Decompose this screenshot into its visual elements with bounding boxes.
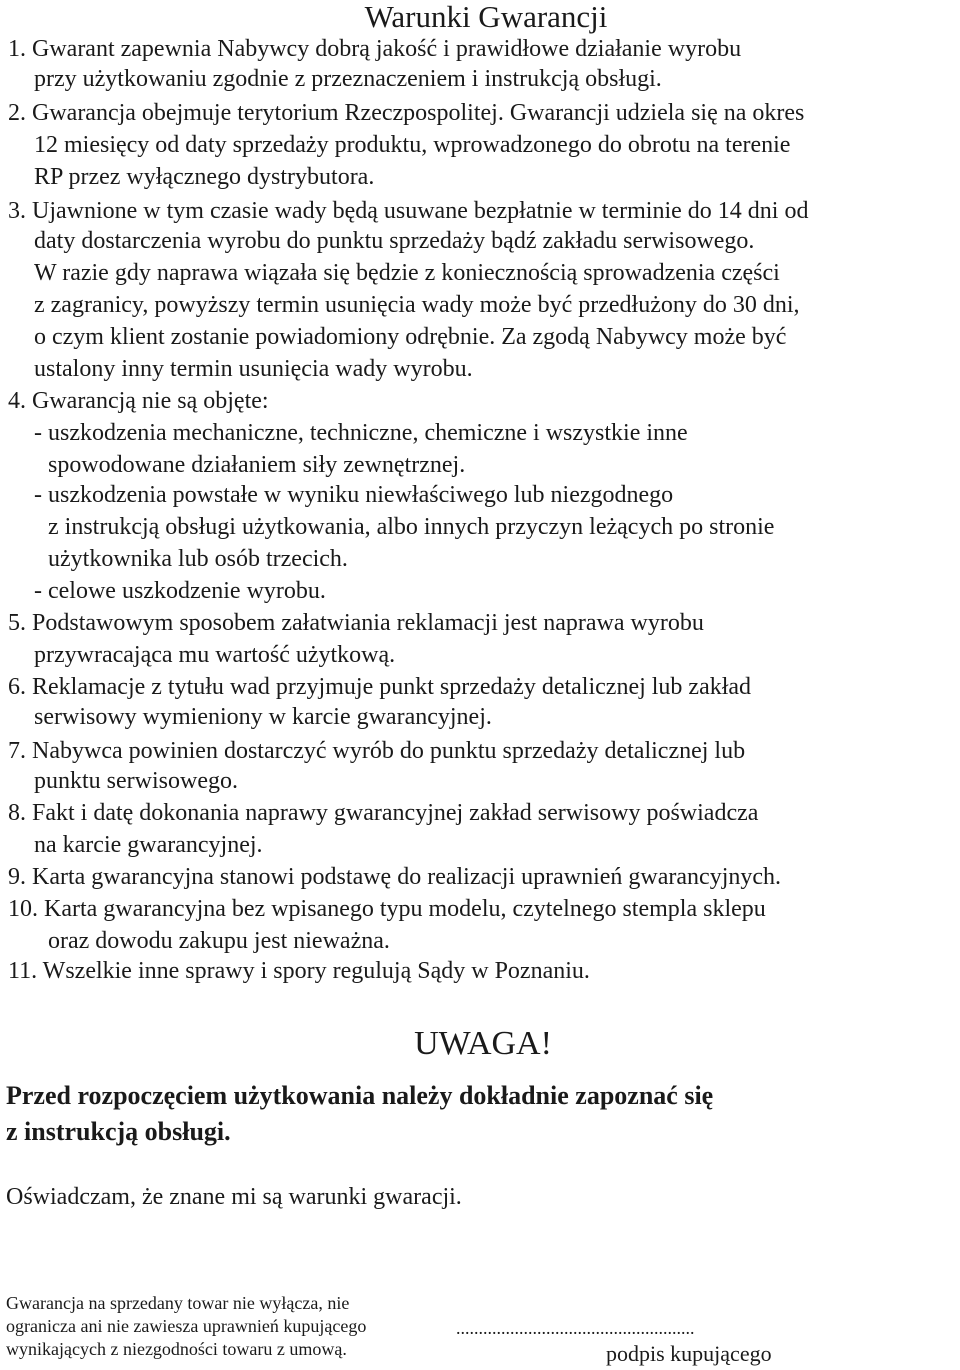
term-line: punktu serwisowego. — [34, 768, 238, 794]
term-line: 10. Karta gwarancyjna bez wpisanego typu modelu, czytelnego stempla sklepu — [8, 896, 766, 922]
term-line: ustalony inny termin usunięcia wady wyrobu. — [34, 356, 473, 382]
term-line: 11. Wszelkie inne sprawy i spory regulują Sądy w Poznaniu. — [8, 958, 590, 984]
term-line: przy użytkowaniu zgodnie z przeznaczeniem i instrukcją obsługi. — [34, 66, 662, 92]
term-line: na karcie gwarancyjnej. — [34, 832, 263, 858]
warning-text: z instrukcją obsługi. — [6, 1117, 231, 1146]
declaration-text: Oświadczam, że znane mi są warunki gwaracji. — [6, 1184, 462, 1210]
term-line: przywracająca mu wartość użytkową. — [34, 642, 396, 668]
term-line: z zagranicy, powyższy termin usunięcia wady może być przedłużony do 30 dni, — [34, 292, 800, 318]
signature-line: ..................................................... — [456, 1318, 695, 1338]
term-line: 12 miesięcy od daty sprzedaży produktu, wprowadzonego do obrotu na terenie — [34, 132, 791, 158]
term-line: RP przez wyłącznego dystrybutora. — [34, 164, 375, 190]
page-title: Warunki Gwarancji — [364, 0, 608, 34]
term-line: W razie gdy naprawa wiązała się będzie z koniecznością sprowadzenia części — [34, 260, 780, 286]
term-line: z instrukcją obsługi użytkowania, albo innych przyczyn leżących po stronie — [48, 514, 775, 540]
term-line: o czym klient zostanie powiadomiony odrębnie. Za zgodą Nabywcy może być — [34, 324, 787, 350]
term-line: 7. Nabywca powinien dostarczyć wyrób do punktu sprzedaży detalicznej lub — [8, 738, 746, 764]
term-line: 3. Ujawnione w tym czasie wady będą usuwane bezpłatnie w terminie do 14 dni od — [8, 198, 809, 224]
term-line: 1. Gwarant zapewnia Nabywcy dobrą jakość i prawidłowe działanie wyrobu — [8, 36, 742, 62]
footnote-line: wynikających z niezgodności towaru z umową. — [6, 1339, 347, 1359]
term-line: - uszkodzenia powstałe w wyniku niewłaściwego lub niezgodnego — [34, 482, 674, 508]
term-line: 9. Karta gwarancyjna stanowi podstawę do realizacji uprawnień gwarancyjnych. — [8, 864, 782, 890]
term-line: spowodowane działaniem siły zewnętrznej. — [48, 452, 466, 478]
term-line: 5. Podstawowym sposobem załatwiania reklamacji jest naprawa wyrobu — [8, 610, 704, 636]
term-line: daty dostarczenia wyrobu do punktu sprzedaży bądź zakładu serwisowego. — [34, 228, 755, 254]
term-line: - celowe uszkodzenie wyrobu. — [34, 578, 326, 604]
footnote-line: Gwarancja na sprzedany towar nie wyłącza, nie — [6, 1293, 350, 1313]
footnote-line: ogranicza ani nie zawiesza uprawnień kupującego — [6, 1316, 367, 1336]
term-line: 4. Gwarancją nie są objęte: — [8, 388, 269, 414]
term-line: oraz dowodu zakupu jest nieważna. — [48, 928, 390, 954]
signature-label: podpis kupującego — [606, 1341, 772, 1366]
term-line: serwisowy wymieniony w karcie gwarancyjnej. — [34, 704, 492, 730]
warning-text: Przed rozpoczęciem użytkowania należy dokładnie zapoznać się — [6, 1081, 714, 1110]
warning-heading: UWAGA! — [414, 1025, 552, 1062]
term-line: użytkownika lub osób trzecich. — [48, 546, 348, 572]
term-line: - uszkodzenia mechaniczne, techniczne, chemiczne i wszystkie inne — [34, 420, 688, 446]
term-line: 8. Fakt i datę dokonania naprawy gwarancyjnej zakład serwisowy poświadcza — [8, 800, 759, 826]
term-line: 6. Reklamacje z tytułu wad przyjmuje punkt sprzedaży detalicznej lub zakład — [8, 674, 752, 700]
term-line: 2. Gwarancja obejmuje terytorium Rzeczpospolitej. Gwarancji udziela się na okres — [8, 100, 805, 126]
